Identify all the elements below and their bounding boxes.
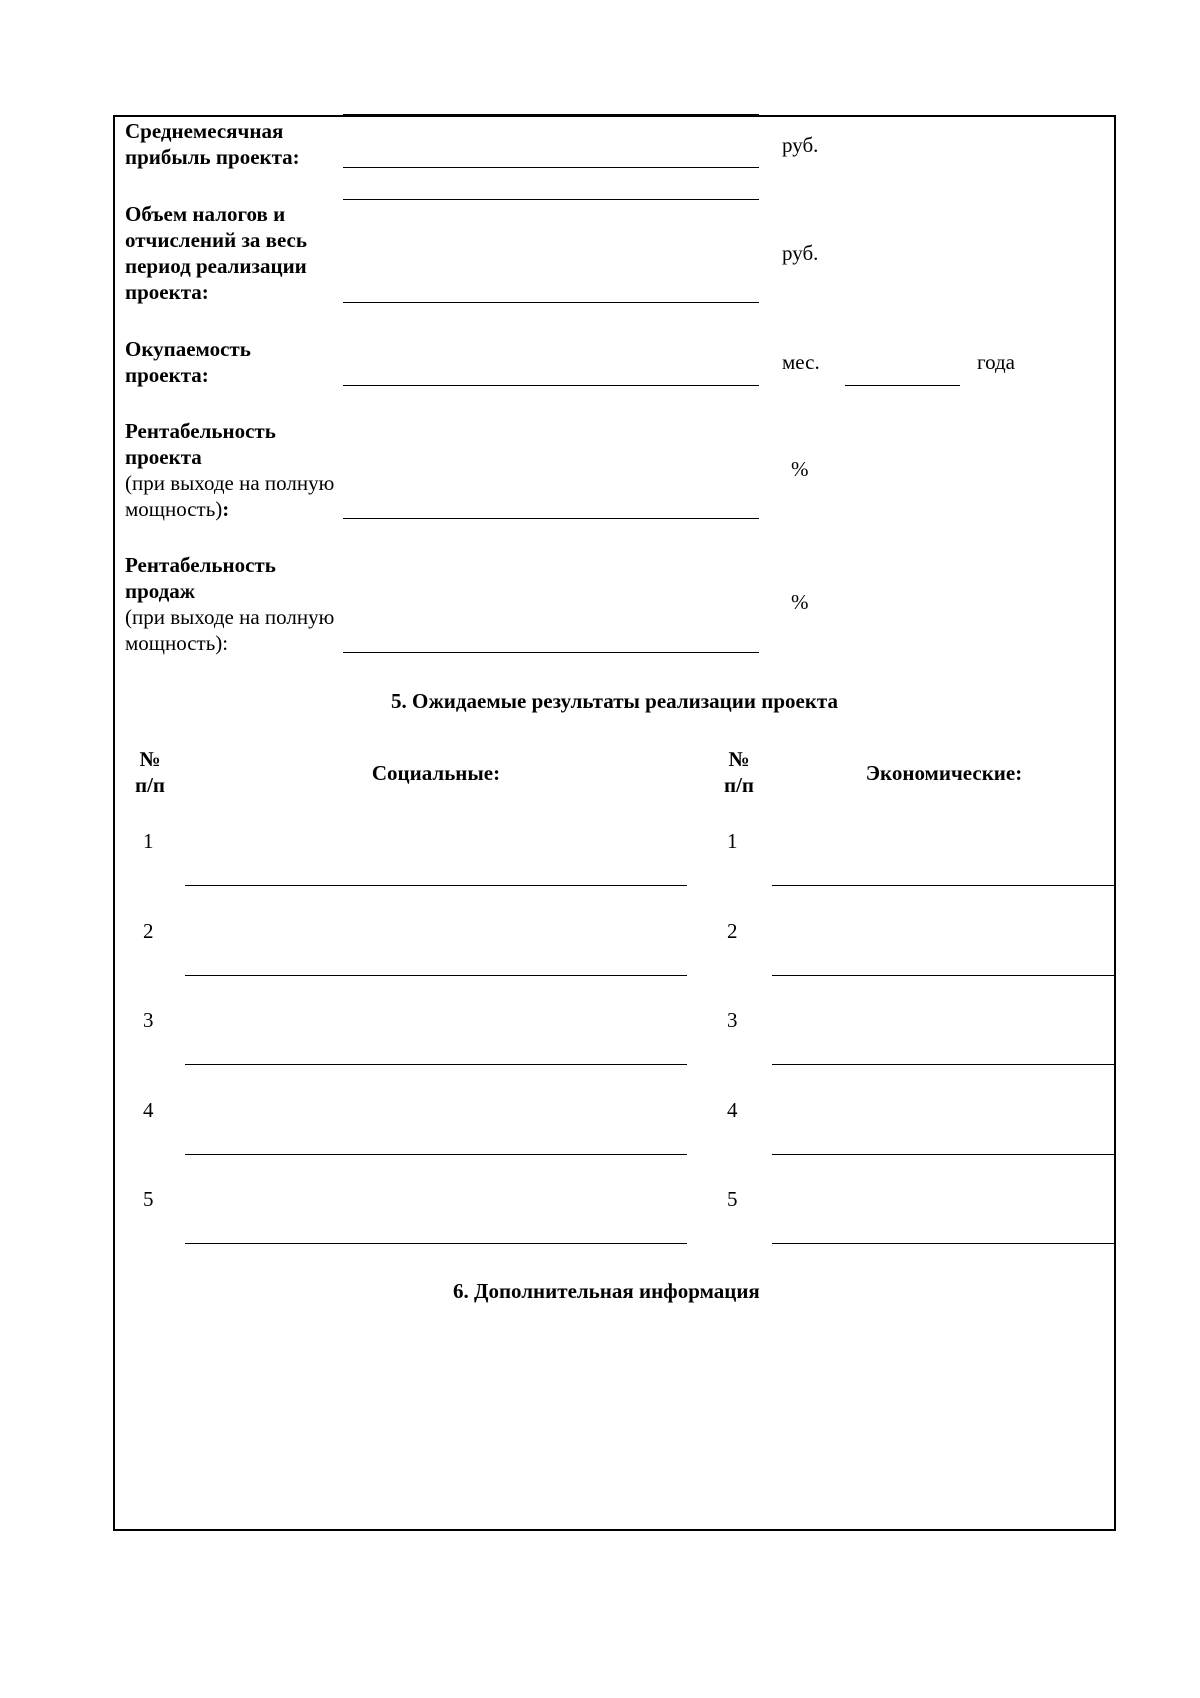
project-profitability-field[interactable] xyxy=(343,484,759,518)
economic-result-underline xyxy=(772,1154,1116,1155)
social-num-header: № п/п xyxy=(134,747,166,797)
field-top-border xyxy=(343,114,759,115)
social-row-number: 4 xyxy=(143,1098,154,1122)
social-result-underline xyxy=(185,1064,687,1065)
sales-profitability-underline xyxy=(343,652,759,653)
unit-years: года xyxy=(977,350,1015,374)
monthly-profit-underline xyxy=(343,167,759,168)
sales-profitability-field[interactable] xyxy=(343,618,759,652)
social-row-number: 3 xyxy=(143,1008,154,1032)
taxes-underline xyxy=(343,302,759,303)
label-payback: Окупаемость проекта: xyxy=(125,337,251,387)
payback-months-field[interactable] xyxy=(343,350,759,384)
economic-result-field[interactable] xyxy=(772,1028,1116,1062)
economic-row-number: 2 xyxy=(727,919,738,943)
economic-header: Экономические: xyxy=(865,761,1023,785)
social-result-underline xyxy=(185,1243,687,1244)
social-result-field[interactable] xyxy=(185,1118,687,1152)
unit-rub-1: руб. xyxy=(782,133,819,157)
taxes-top-line xyxy=(343,199,759,200)
social-result-field[interactable] xyxy=(185,849,687,883)
monthly-profit-field[interactable] xyxy=(343,132,759,166)
unit-percent-2: % xyxy=(791,590,809,614)
social-result-underline xyxy=(185,1154,687,1155)
label-sales-profitability-note: (при выходе на полную мощность): xyxy=(125,605,335,655)
section5-title: 5. Ожидаемые результаты реализации проекта xyxy=(390,689,838,713)
economic-result-field[interactable] xyxy=(772,939,1116,973)
payback-years-field[interactable] xyxy=(845,350,960,384)
economic-result-underline xyxy=(772,1243,1116,1244)
economic-result-field[interactable] xyxy=(772,1207,1116,1241)
label-project-profitability-note: (при выходе на полную мощность) xyxy=(125,471,335,521)
economic-num-header: № п/п xyxy=(723,747,755,797)
social-result-underline xyxy=(185,885,687,886)
social-row-number: 5 xyxy=(143,1187,154,1211)
label-project-profitability-bold: Рентабельность проекта xyxy=(125,419,276,469)
taxes-field[interactable] xyxy=(343,268,759,302)
social-result-field[interactable] xyxy=(185,939,687,973)
unit-rub-2: руб. xyxy=(782,241,819,265)
label-project-profitability xyxy=(125,418,345,522)
economic-result-underline xyxy=(772,975,1116,976)
social-result-field[interactable] xyxy=(185,1207,687,1241)
social-row-number: 2 xyxy=(143,919,154,943)
additional-info-field[interactable] xyxy=(120,1320,1110,1520)
label-project-profitability-colon: : xyxy=(222,497,230,521)
project-profitability-underline xyxy=(343,518,759,519)
economic-result-underline xyxy=(772,885,1116,886)
unit-months: мес. xyxy=(782,350,820,374)
social-result-field[interactable] xyxy=(185,1028,687,1062)
section6-title: 6. Дополнительная информация xyxy=(453,1279,760,1303)
label-taxes: Объем налогов и отчислений за весь период реализации проекта: xyxy=(125,202,307,304)
economic-row-number: 4 xyxy=(727,1098,738,1122)
economic-row-number: 3 xyxy=(727,1008,738,1032)
economic-row-number: 1 xyxy=(727,829,738,853)
economic-result-field[interactable] xyxy=(772,1118,1116,1152)
social-result-underline xyxy=(185,975,687,976)
social-header: Социальные: xyxy=(371,761,501,785)
label-sales-profitability xyxy=(125,552,345,656)
social-row-number: 1 xyxy=(143,829,154,853)
label-monthly-profit: Среднемесячная прибыль проекта: xyxy=(125,119,300,169)
payback-years-underline xyxy=(845,385,960,386)
payback-months-underline xyxy=(343,385,759,386)
economic-row-number: 5 xyxy=(727,1187,738,1211)
economic-result-underline xyxy=(772,1064,1116,1065)
form-frame xyxy=(113,115,1116,1531)
unit-percent-1: % xyxy=(791,457,809,481)
economic-result-field[interactable] xyxy=(772,849,1116,883)
label-sales-profitability-bold: Рентабельность продаж xyxy=(125,553,276,603)
